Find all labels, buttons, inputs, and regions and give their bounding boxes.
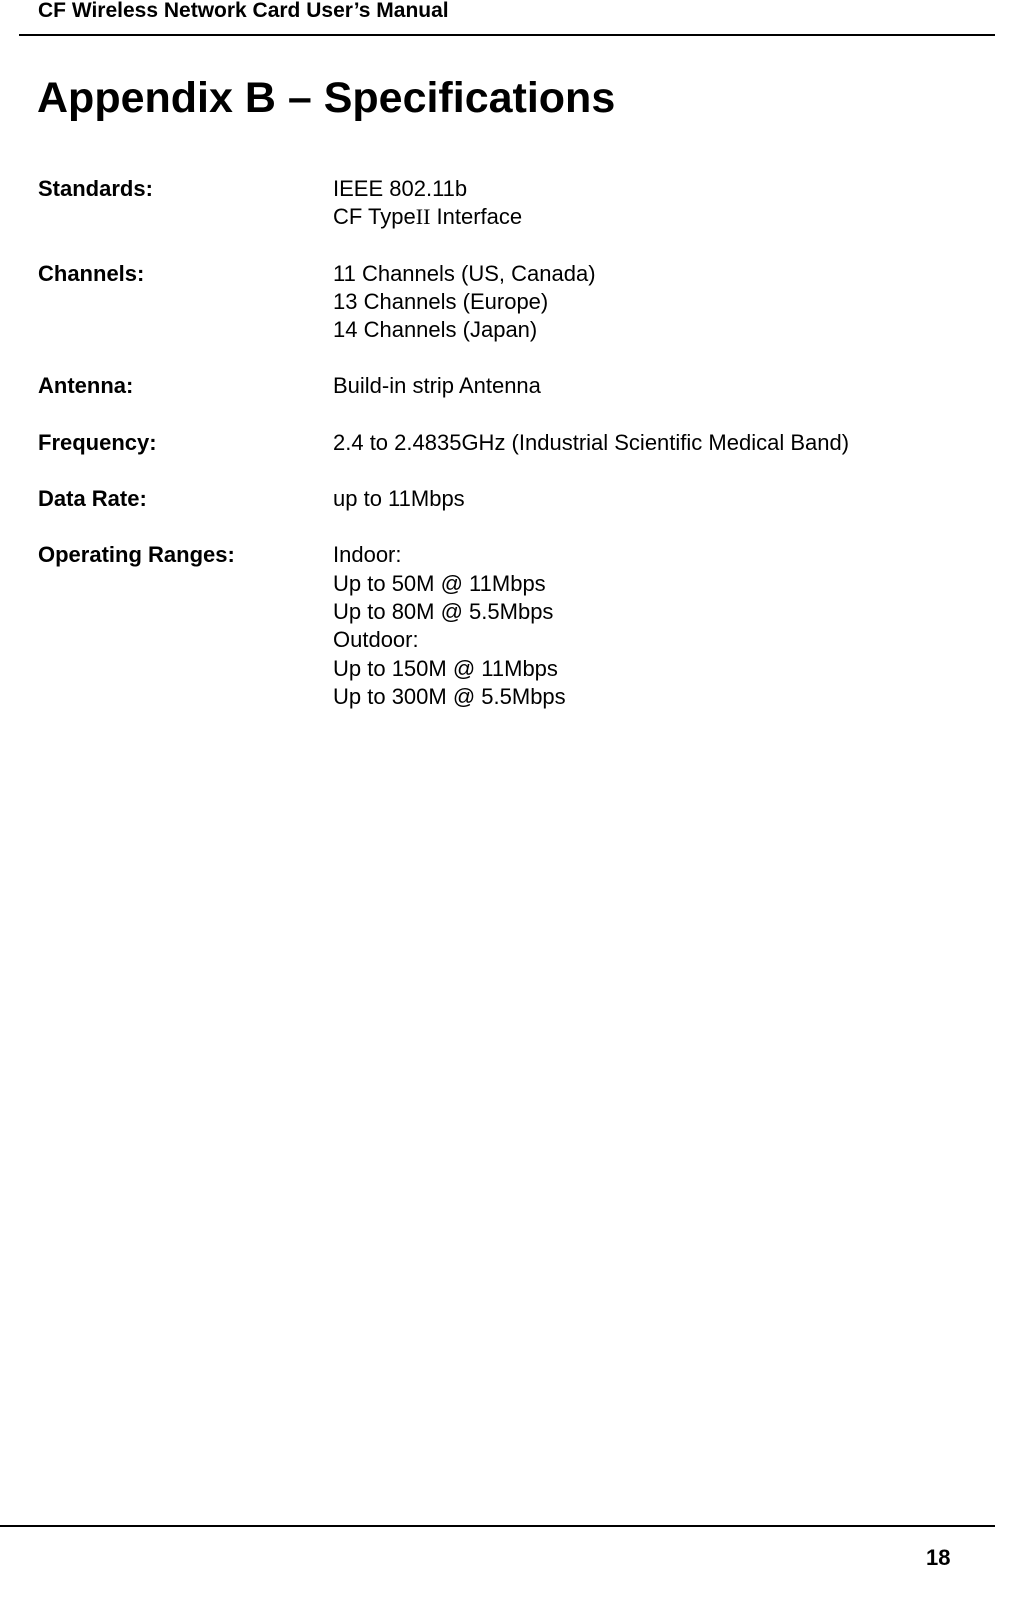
page-number: 18	[926, 1545, 951, 1570]
spec-value: Up to 150M @ 11Mbps	[333, 655, 558, 681]
specifications-list	[38, 175, 988, 739]
spec-value: Build-in strip Antenna	[333, 373, 541, 399]
spec-values	[333, 541, 988, 711]
spec-value: Up to 80M @ 5.5Mbps	[333, 598, 554, 624]
interface-type-numeral: II	[415, 204, 431, 230]
spec-value: 14 Channels (Japan)	[333, 317, 538, 343]
spec-value-interface	[333, 203, 988, 231]
spec-row-operating-ranges	[38, 541, 988, 711]
spec-label: Data Rate:	[38, 486, 147, 512]
spec-row-data-rate	[38, 485, 988, 513]
spec-values	[333, 175, 988, 232]
spec-row-standards	[38, 175, 988, 232]
spec-value: Indoor:	[333, 542, 402, 568]
footer-rule	[0, 1525, 995, 1527]
spec-label: Operating Ranges:	[38, 542, 235, 568]
spec-value: 13 Channels (Europe)	[333, 288, 549, 314]
spec-value: Up to 300M @ 5.5Mbps	[333, 683, 566, 709]
spec-row-frequency	[38, 429, 988, 457]
spec-values	[333, 485, 988, 513]
page-title: Appendix B – Specifications	[37, 74, 616, 122]
spec-values	[333, 429, 988, 457]
spec-value: Up to 50M @ 11Mbps	[333, 570, 546, 596]
interface-prefix: CF Type	[333, 204, 416, 230]
spec-value: 2.4 to 2.4835GHz (Industrial Scientific Medical Band)	[333, 429, 850, 455]
spec-label: Channels:	[38, 260, 145, 286]
spec-value: up to 11Mbps	[333, 486, 465, 512]
spec-value: Outdoor:	[333, 627, 419, 653]
spec-value: IEEE 802.11b	[333, 176, 468, 201]
header-rule	[19, 34, 995, 36]
running-header: CF Wireless Network Card User’s Manual	[38, 0, 449, 22]
spec-values	[333, 260, 988, 345]
spec-row-channels	[38, 260, 988, 345]
spec-label: Antenna:	[38, 373, 134, 399]
spec-row-antenna	[38, 372, 988, 400]
spec-value: 11 Channels (US, Canada)	[333, 260, 596, 286]
spec-label: Standards:	[38, 176, 153, 201]
interface-suffix: Interface	[430, 204, 523, 230]
spec-label: Frequency:	[38, 429, 157, 455]
spec-values	[333, 372, 988, 400]
